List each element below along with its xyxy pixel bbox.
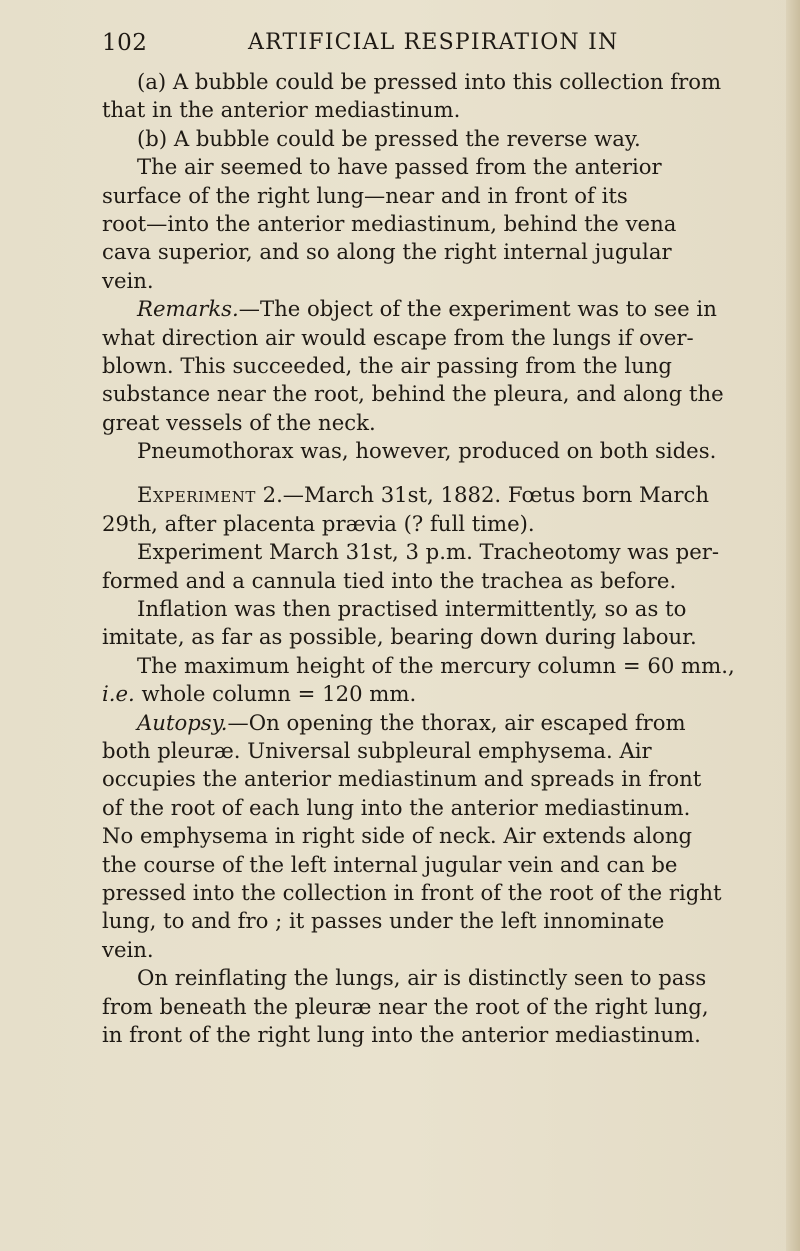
text-line: root—into the anterior mediastinum, behind the vena (102, 210, 677, 236)
experiment-heading: Experiment (137, 482, 256, 508)
text-line: vein. (102, 936, 154, 962)
text-line: vein. (102, 267, 154, 293)
text-line: cava superior, and so along the right internal jugular (102, 239, 672, 265)
text-line: both pleuræ. Universal subpleural emphysema. Air (102, 737, 652, 763)
text-line: imitate, as far as possible, bearing down during labour. (102, 624, 697, 650)
text-line: The maximum height of the mercury column = 60 mm., (137, 652, 735, 678)
text-line: Inflation was then practised intermittently, so as to (137, 596, 687, 622)
page-header (102, 30, 702, 64)
text-line: pressed into the collection in front of the root of the right (102, 879, 722, 905)
text-line: (a) A bubble could be pressed into this collection from (137, 69, 722, 94)
running-head: ARTIFICIAL RESPIRATION IN (248, 30, 619, 55)
page-number: 102 (102, 30, 148, 56)
text-run: 2.—March 31st, 1882. Fœtus born March (255, 482, 709, 508)
autopsy-heading: Autopsy. (137, 709, 228, 735)
text-line: lung, to and fro ; it passes under the left innominate (102, 908, 665, 934)
text-line: No emphysema in right side of neck. Air extends along (102, 823, 693, 849)
text-line (102, 709, 772, 737)
text-line: of the root of each lung into the anterior mediastinum. (102, 794, 691, 820)
text-line: On reinflating the lungs, air is distinctly seen to pass (137, 965, 707, 991)
text-line: what direction air would escape from the lungs if over- (102, 324, 694, 350)
text-line: occupies the anterior mediastinum and spreads in front (102, 766, 702, 792)
text-line: (b) A bubble could be pressed the reverse way. (137, 125, 641, 151)
text-line (102, 295, 772, 323)
remarks-heading: Remarks. (137, 296, 239, 322)
text-line: that in the anterior mediastinum. (102, 97, 461, 123)
text-line: from beneath the pleuræ near the root of the right lung, (102, 993, 709, 1019)
text-line: substance near the root, behind the pleura, and along the (102, 381, 724, 407)
text-line: The air seemed to have passed from the anterior (137, 154, 662, 180)
text-line: Pneumothorax was, however, produced on both sides. (137, 438, 717, 464)
text-line: Experiment March 31st, 3 p.m. Tracheotomy was per- (137, 539, 720, 565)
text-run: —On opening the thorax, air escaped from (227, 709, 686, 735)
body-text (102, 68, 772, 1049)
page-edge-shadow (786, 0, 800, 1251)
text-line: 29th, after placenta prævia (? full time). (102, 510, 535, 536)
text-run: —The object of the experiment was to see in (238, 296, 717, 322)
text-line: surface of the right lung—near and in front of its (102, 182, 628, 208)
text-line: great vessels of the neck. (102, 409, 376, 435)
text-line: in front of the right lung into the anterior mediastinum. (102, 1021, 701, 1047)
text-line: formed and a cannula tied into the trachea as before. (102, 567, 677, 593)
text-line: the course of the left internal jugular vein and can be (102, 851, 678, 877)
text-line (102, 481, 772, 509)
abbreviation: i.e. (102, 681, 135, 707)
text-line (102, 680, 772, 708)
text-run: whole column = 120 mm. (134, 681, 417, 707)
paragraph-gap (102, 465, 772, 481)
text-line: blown. This succeeded, the air passing from the lung (102, 352, 672, 378)
